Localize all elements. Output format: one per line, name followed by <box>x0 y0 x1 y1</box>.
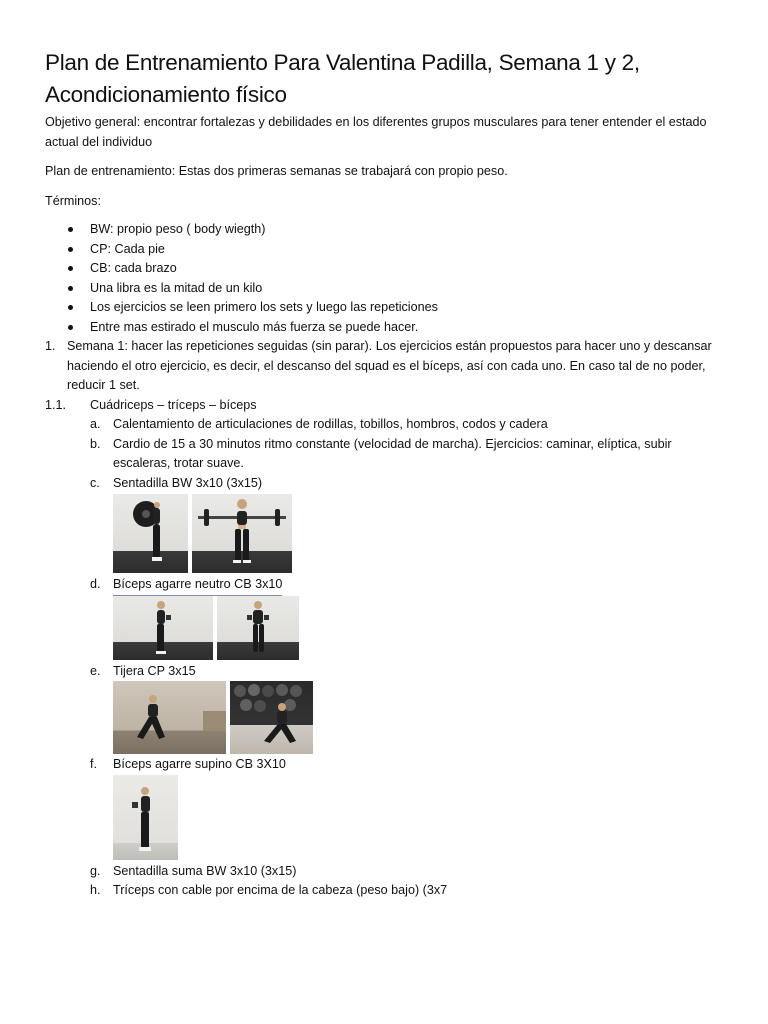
section-number: 1.1. <box>45 397 67 412</box>
exercise-item-d <box>45 575 720 596</box>
list-item: CP: Cada pie <box>45 240 720 260</box>
exercise-letter: b. <box>90 436 101 451</box>
lunge-photo-1 <box>113 681 226 754</box>
section-title: Cuádriceps – tríceps – bíceps <box>90 397 257 412</box>
exercise-letter: e. <box>90 663 101 678</box>
exercise-item-a <box>45 415 720 435</box>
biceps-neutral-photos <box>113 596 720 660</box>
exercise-text: Sentadilla BW 3x10 (3x15) <box>113 475 263 490</box>
page-title: Plan de Entrenamiento Para Valentina Padilla, Semana 1 y 2, Acondicionamiento físico <box>45 50 640 107</box>
athlete-figure-icon <box>230 681 313 754</box>
exercise-letter: a. <box>90 417 101 431</box>
week1-text: Semana 1: hacer las repeticiones seguidas (sin parar). Los ejercicios están propuestos para hacer uno y descansar haciendo el otro ejercicio, es decir, el descanso del squad es el bíceps, así con cada uno. En caso tal de no poder, reducir 1 set. <box>67 339 712 392</box>
exercise-letter: c. <box>90 475 100 490</box>
athlete-figure-icon <box>113 775 178 860</box>
objective-paragraph: Objetivo general: encontrar fortalezas y debilidades en los diferentes grupos musculares para tener entender el estado actual del individuo <box>45 115 707 149</box>
exercise-letter: d. <box>90 577 101 591</box>
exercise-item-h <box>45 881 720 901</box>
list-item: BW: propio peso ( body wiegth) <box>45 220 720 240</box>
exercise-item-g <box>45 862 720 882</box>
exercise-item-c <box>45 474 720 494</box>
document-page <box>45 47 720 901</box>
list-item: CB: cada brazo <box>45 259 720 279</box>
terms-list <box>45 220 720 337</box>
exercise-text: Tríceps con cable por encima de la cabeza (peso bajo) (3x7 <box>113 883 448 897</box>
exercise-letter: h. <box>90 883 101 897</box>
exercise-item-e <box>45 662 720 682</box>
exercise-text: Cardio de 15 a 30 minutos ritmo constante (velocidad de marcha). Ejercicios: caminar, elíptica, subir escaleras, trotar suave. <box>113 436 672 470</box>
biceps-neutral-photo-1 <box>113 596 213 660</box>
week1-item <box>45 337 720 396</box>
athlete-figure-icon <box>113 494 188 573</box>
exercise-text: Calentamiento de articulaciones de rodillas, tobillos, hombros, codos y cadera <box>113 417 548 431</box>
section-1-1 <box>45 396 720 416</box>
athlete-figure-icon <box>113 681 226 754</box>
squat-photos <box>113 494 720 573</box>
exercise-text: Bíceps agarre neutro CB 3x10 <box>113 575 282 596</box>
squat-photo-front <box>192 494 292 573</box>
exercise-item-f <box>45 755 720 775</box>
list-item: Una libra es la mitad de un kilo <box>45 279 720 299</box>
exercise-text: Bíceps agarre supino CB 3X10 <box>113 757 286 771</box>
lunge-photo-2 <box>230 681 313 754</box>
biceps-neutral-photo-2 <box>217 596 299 660</box>
list-item: Entre mas estirado el musculo más fuerza se puede hacer. <box>45 318 720 338</box>
list-item: Los ejercicios se leen primero los sets y luego las repeticiones <box>45 298 720 318</box>
lunge-photos <box>113 681 720 754</box>
exercise-letter: f. <box>90 757 97 771</box>
biceps-supine-photos <box>113 775 720 860</box>
exercise-letter: g. <box>90 863 101 878</box>
plan-paragraph: Plan de entrenamiento: Estas dos primeras semanas se trabajará con propio peso. <box>45 164 508 178</box>
biceps-supine-photo <box>113 775 178 860</box>
week1-number: 1. <box>45 339 56 353</box>
athlete-figure-icon <box>192 494 292 573</box>
squat-photo-side <box>113 494 188 573</box>
athlete-figure-icon <box>113 596 213 660</box>
exercise-item-b <box>45 435 720 474</box>
exercise-text: Tijera CP 3x15 <box>113 663 196 678</box>
terms-heading: Términos: <box>45 193 101 208</box>
exercise-text: Sentadilla suma BW 3x10 (3x15) <box>113 863 297 878</box>
athlete-figure-icon <box>217 596 299 660</box>
